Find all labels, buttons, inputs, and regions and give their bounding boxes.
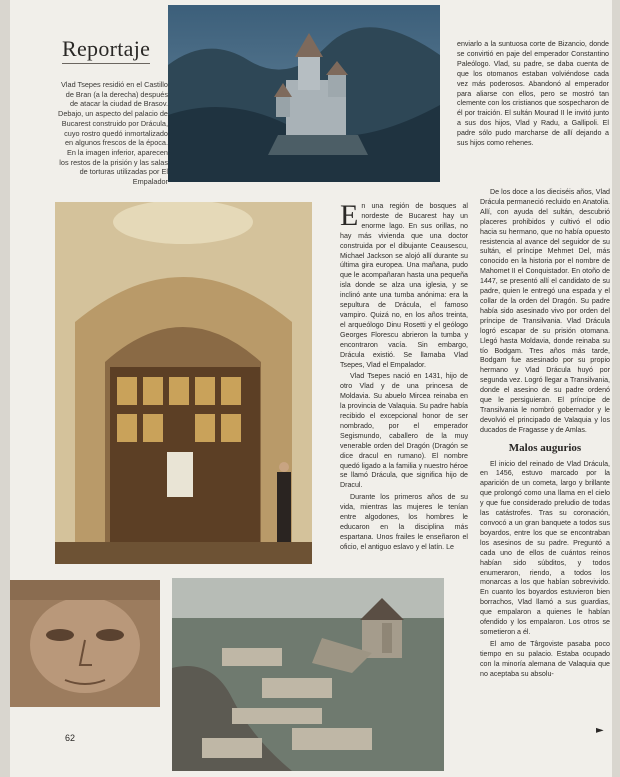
section-title: Reportaje <box>62 36 150 64</box>
castle-photo <box>168 5 440 182</box>
paragraph: enviarlo a la suntuosa corte de Bizancio, donde se convirtió en paje del emperador Constantino Paleólogo. Vlad, su padre, se daba cuenta de que los otomanos estaban volviéndose cada vez más poderosos. Abandonó al emperador para aliarse con ellos, pero se mostró tan clemente con los cristianos que sospecharon de él por traición. El sultán Mourad II le invitó junto a sus dos hijos, Vlad y Radu, a Gallipoli. El padre sólo pudo marcharse de allí dejando a sus hijos como rehenes. <box>457 40 609 148</box>
dropcap: E <box>340 199 359 232</box>
fresco-face-photo <box>10 580 160 707</box>
paragraph-text: n una región de bosques al nordeste de Bucarest hay un enorme lago. En sus orillas, no hay más vivienda que una doctor construida por el dibujante Ceausescu, Michael Jackson se alojó allí durante su última gira europea. Una mañana, pudo que le acompañaran hasta una pequeña isla donde se alza una iglesia, y se inclinó ante una tumba anónima: era la sepultura de Drácula, el famoso vampiro. Quizá no, en los años treinta, el arqueólogo Dinu Rosetti y el geólogo Georges Florescu abrieron la tumba y encontraron vacía. Sin embargo, Drácula existió. Se llamaba Vlad Tsepes, Vlad el Empalador. <box>340 202 468 369</box>
magazine-page <box>10 0 612 777</box>
paragraph: El amo de Târgoviste pasaba poco tiempo en su palacio. Estaba ocupado con la minoría alemana de Valaquia que no aceptaba su absolu- <box>480 639 610 678</box>
text-column-middle <box>340 199 468 555</box>
page-number: 62 <box>65 733 76 743</box>
subheading: Malos augurios <box>508 441 582 454</box>
text-column-right-bottom <box>480 188 610 682</box>
paragraph: De los doce a los dieciséis años, Vlad Drácula permaneció recluido en Anatolia. Allí, con ayuda del sultán, descubrió placeres prohibidos y cultivó el odio hacia su hermano, que no había opuesto resistencia al avance del seguidor de su sultán, el príncipe Mehmet Del, más conocido en la historia por el nombre de Mahomet II el Conquistador. En otoño de 1447, se presentó allí el candidato de su padre, quien le entregó una espada y el collar de la orden del Dragón. Su padre había sido asesinado vivo por orden del príncipe de Transilvania. Vlad Drácula logró escapar de su prisión otomana. Llegó hasta Moldavia, donde reinaba su tío Bodgam. Tres años más tarde, Bodgam fue asesinado por su propio hermano y Vlad Drácula huyó por segunda vez. Logró llegar a Transilvania, donde el asesino de su padre ordenó que le persiguieran. El príncipe de Transilvania le nombró gobernador y le devolvió el principado de Valaquia y los ducados de Fragasse y de Amlas. <box>480 188 610 434</box>
paragraph: El inicio del reinado de Vlad Drácula, en 1456, estuvo marcado por la aparición de un cometa, largo y brillante que prolongó como una llama en el cielo y que fue considerado preludio de todas las catástrofes. Tras su coronación, convocó a un gran banquete a todos sus boyardos, entre los que se encontraban los asesinos de su padre. Preguntó a cada uno de ellos de cuántos reinos habían sido súbditos, y todos enumeraron, riendo, a todos los monarcas a los que habían sobrevivido. En cuanto los boyardos estuvieron bien borrachos, Vlad llamó a sus guardias, que empalaron a quienes le habían ofendido y los empalaron. Los otros se sometieron a él. <box>480 459 610 636</box>
photo-caption: Vlad Tsepes residió en el Castillo de Bran (a la derecha) después de atacar la ciudad de Brasov. Debajo, un aspecto del palacio de Bucarest construido por Drácula, cuyo rostro quedó inmortalizado en algunos frescos de la época. En la imagen inferior, aparecen los restos de la prisión y las salas de torturas utilizadas por El Empalador <box>58 80 168 187</box>
palace-interior-photo <box>55 202 312 564</box>
paragraph: Vlad Tsepes nació en 1431, hijo de otro Vlad y de una princesa de Moldavia. Su abuelo Mircea reinaba en la provincia de Valaquia. Su padre había recibido el excepcional honor de ser nombrado, por el emperador Segismundo, caballero de la muy venerable orden del Dragón (Dragón se dice dracul en rumano). El nombre quedó ligado a la familia y nuestro héroe se llamó Drácula, que significa hijo de Dracul. <box>340 372 468 490</box>
paragraph <box>340 199 468 370</box>
text-column-right-top <box>457 40 609 151</box>
paragraph: Durante los primeros años de su vida, mientras las mujeres le tenían entre algodones, los hombres le educaron en la disciplina más espartana. Unos frailes le enseñaron el oficio, el antiguo eslavo y el latín. Le <box>340 493 468 551</box>
prison-ruins-photo <box>172 578 444 771</box>
continue-arrow-icon: ► <box>596 725 604 736</box>
